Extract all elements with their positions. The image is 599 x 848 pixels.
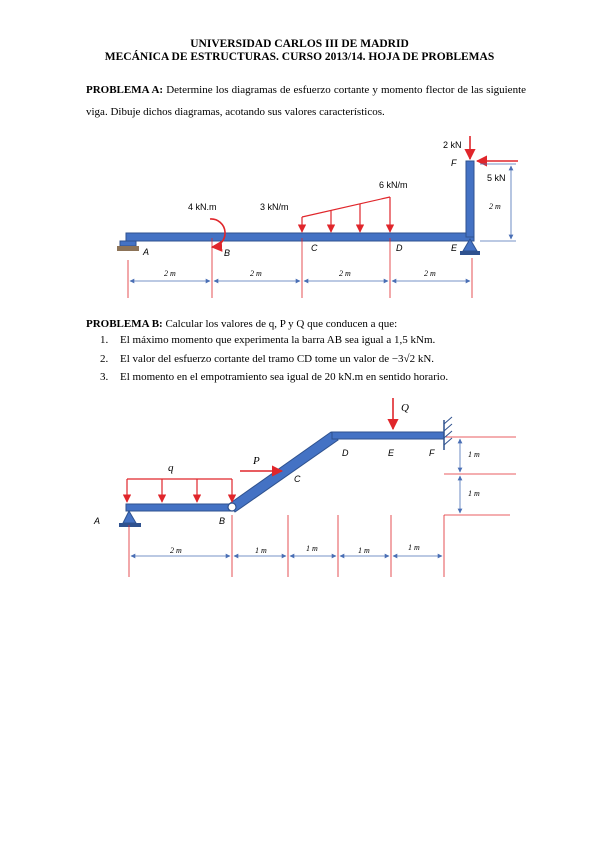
- distributed-load-q: [127, 479, 232, 502]
- support-a: [119, 511, 141, 527]
- support-a: [117, 241, 139, 251]
- span-bc-label: 2 m: [250, 269, 262, 278]
- point-a-label: A: [143, 247, 150, 257]
- height-dimensions: [444, 437, 516, 515]
- problem-b-label: PROBLEMA B:: [86, 318, 163, 330]
- point-e-label: E: [451, 243, 458, 253]
- column-ef: [466, 161, 474, 237]
- height-upper-label: 1 m: [468, 450, 480, 459]
- point-e-label: E: [388, 448, 395, 458]
- distributed-load: [302, 197, 390, 232]
- point-a-label: A: [94, 516, 101, 526]
- span-3-label: 1 m: [358, 546, 370, 555]
- frame-structure: [126, 432, 444, 512]
- column-height-label: 2 m: [489, 202, 501, 211]
- point-d-label: D: [342, 448, 349, 458]
- fixed-support-f: [444, 417, 452, 450]
- list-item: 3. El momento en el empotramiento sea igual de 20 kN.m en sentido horario.: [100, 371, 449, 383]
- point-f-label: F: [451, 158, 457, 168]
- point-f-label: F: [429, 448, 435, 458]
- point-c-label: C: [294, 474, 301, 484]
- span-4-label: 1 m: [408, 543, 420, 552]
- university-title: UNIVERSIDAD CARLOS III DE MADRID: [190, 38, 409, 50]
- list-item: 2. El valor del esfuerzo cortante del tramo CD tome un valor de −3√2 kN.: [100, 352, 435, 365]
- span-1-label: 1 m: [255, 546, 267, 555]
- course-title: MECÁNICA DE ESTRUCTURAS. CURSO 2013/14. HOJA DE PROBLEMAS: [104, 51, 495, 63]
- dist-start-label: 3 kN/m: [260, 202, 289, 212]
- Q-label: Q: [401, 402, 409, 414]
- span-2-label: 1 m: [306, 544, 318, 553]
- height-lower-label: 1 m: [468, 489, 480, 498]
- point-b-label: B: [224, 248, 231, 258]
- span-ab-label: 2 m: [164, 269, 176, 278]
- moment-label: 4 kN.m: [188, 202, 217, 212]
- q-label: q: [168, 462, 174, 474]
- span-de-label: 2 m: [424, 269, 436, 278]
- hinge-b: [228, 503, 236, 511]
- dist-end-label: 6 kN/m: [379, 180, 408, 190]
- point-c-label: C: [311, 243, 318, 253]
- problem-b-list: [100, 331, 448, 387]
- p-label: P: [253, 455, 260, 467]
- span-dimensions: [128, 238, 472, 298]
- point-b-label: B: [219, 516, 226, 526]
- span-ab-label: 2 m: [170, 546, 182, 555]
- top-force-label: 2 kN: [443, 140, 462, 150]
- problem-b-text: Calcular los valores de q, P y Q que conducen a que:: [165, 318, 398, 330]
- problem-a-text: Determine los diagramas de esfuerzo cortante y momento flector de las siguiente viga. Dibuje dichos diagramas, acotando sus valores característicos.: [86, 84, 527, 118]
- problem-b-figure: [0, 390, 599, 590]
- span-cd-label: 2 m: [339, 269, 351, 278]
- problem-a-label: PROBLEMA A:: [86, 84, 164, 96]
- list-item: 1. El máximo momento que experimenta la barra AB sea igual a 1,5 kNm.: [100, 334, 436, 346]
- point-d-label: D: [396, 243, 403, 253]
- problem-a-figure: [0, 130, 599, 310]
- side-force-label: 5 kN: [487, 173, 506, 183]
- beam-ae: [126, 233, 474, 241]
- problem-a-statement: [86, 79, 526, 123]
